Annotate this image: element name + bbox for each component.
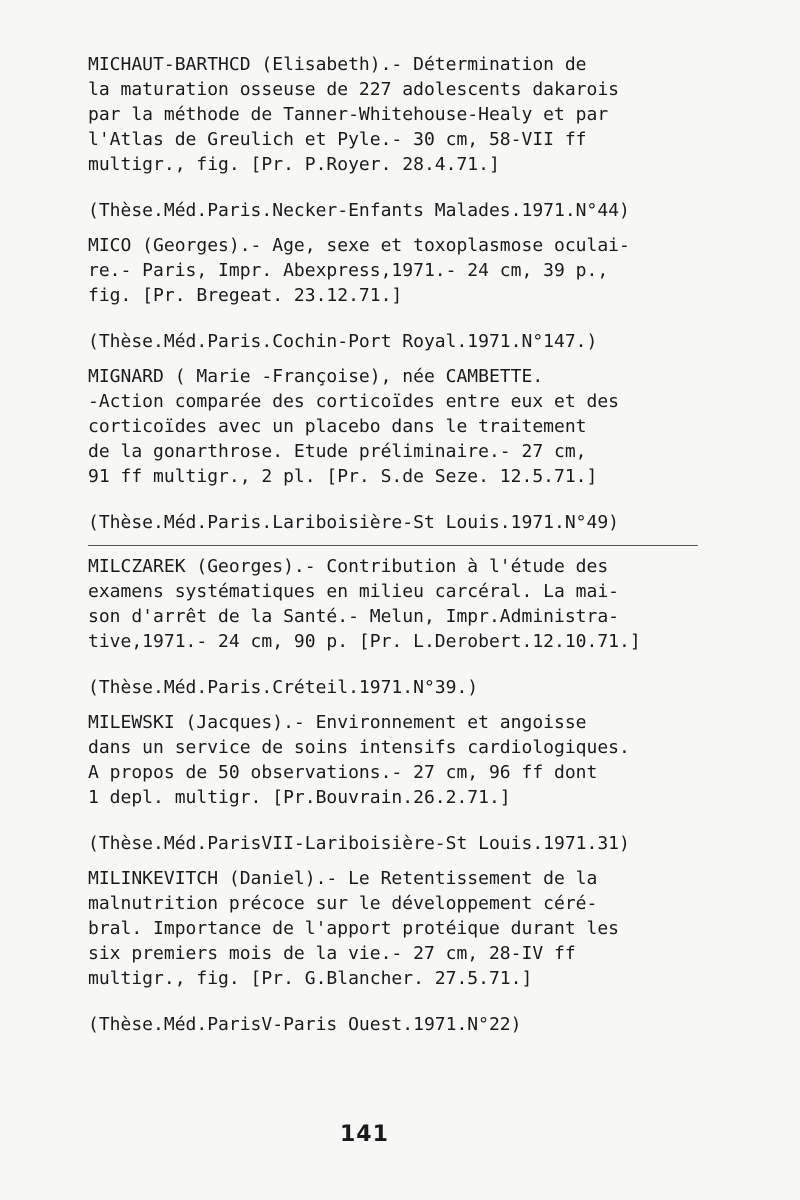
entry-body [88,52,728,177]
entry-michaut-barthod [88,52,728,223]
entry-body [88,866,728,991]
entry-line: la maturation osseuse de 227 adolescents dakarois [88,79,620,100]
divider [88,545,698,546]
entry-milinkevitch [88,866,728,1037]
entry-line: MIGNARD ( Marie -Françoise), née CAMBETTE. [88,366,544,387]
entry-line: examens systématiques en milieu carcéral. La mai- [88,581,620,602]
entry-line: bral. Importance de l'apport protéique durant les [88,918,620,939]
entry-line: -Action comparée des corticoïdes entre eux et des [88,391,620,412]
entry-line: de la gonarthrose. Etude préliminaire.- 27 cm, [88,441,587,462]
entry-line: malnutrition précoce sur le développement céré- [88,893,598,914]
thesis-reference: (Thèse.Méd.Paris.Lariboisière-St Louis.1971.N°49) [88,512,620,533]
entry-line: corticoïdes avec un placebo dans le traitement [88,416,587,437]
entry-mignard [88,364,728,546]
entry-milczarek [88,554,728,700]
thesis-reference: (Thèse.Méd.Paris.Necker-Enfants Malades.1971.N°44) [88,200,630,221]
entry-line: six premiers mois de la vie.- 27 cm, 28-IV ff [88,943,576,964]
thesis-reference: (Thèse.Méd.Paris.Créteil.1971.N°39.) [88,677,479,698]
entry-line: dans un service de soins intensifs cardiologiques. [88,737,630,758]
entry-line: A propos de 50 observations.- 27 cm, 96 ff dont [88,762,598,783]
page-number: 141 [340,1122,389,1147]
entry-line: MICHAUT-BARTHCD (Elisabeth).- Détermination de [88,54,587,75]
thesis-reference: (Thèse.Méd.Paris.Cochin-Port Royal.1971.N°147.) [88,331,598,352]
entry-milewski [88,710,728,856]
entry-line: son d'arrêt de la Santé.- Melun, Impr.Administra- [88,606,620,627]
entry-line: MILINKEVITCH (Daniel).- Le Retentissement de la [88,868,598,889]
entry-body [88,554,728,654]
entry-line: 1 depl. multigr. [Pr.Bouvrain.26.2.71.] [88,787,511,808]
entry-line: par la méthode de Tanner-Whitehouse-Healy et par [88,104,609,125]
entry-line: re.- Paris, Impr. Abexpress,1971.- 24 cm, 39 p., [88,260,609,281]
entry-body [88,364,728,489]
entry-line: 91 ff multigr., 2 pl. [Pr. S.de Seze. 12.5.71.] [88,466,598,487]
entry-body [88,233,728,308]
entry-line: tive,1971.- 24 cm, 90 p. [Pr. L.Derobert.12.10.71.] [88,631,641,652]
entry-mico [88,233,728,354]
thesis-reference: (Thèse.Méd.ParisVII-Lariboisière-St Louis.1971.31) [88,833,630,854]
entry-line: multigr., fig. [Pr. G.Blancher. 27.5.71.] [88,968,533,989]
entry-line: MILCZAREK (Georges).- Contribution à l'étude des [88,556,609,577]
bibliography-entries [88,52,728,1047]
entry-body [88,710,728,810]
entry-line: MILEWSKI (Jacques).- Environnement et angoisse [88,712,587,733]
entry-line: fig. [Pr. Bregeat. 23.12.71.] [88,285,403,306]
entry-line: l'Atlas de Greulich et Pyle.- 30 cm, 58-VII ff [88,129,587,150]
thesis-reference: (Thèse.Méd.ParisV-Paris Ouest.1971.N°22) [88,1014,522,1035]
entry-line: MICO (Georges).- Age, sexe et toxoplasmose oculai- [88,235,630,256]
entry-line: multigr., fig. [Pr. P.Royer. 28.4.71.] [88,154,500,175]
